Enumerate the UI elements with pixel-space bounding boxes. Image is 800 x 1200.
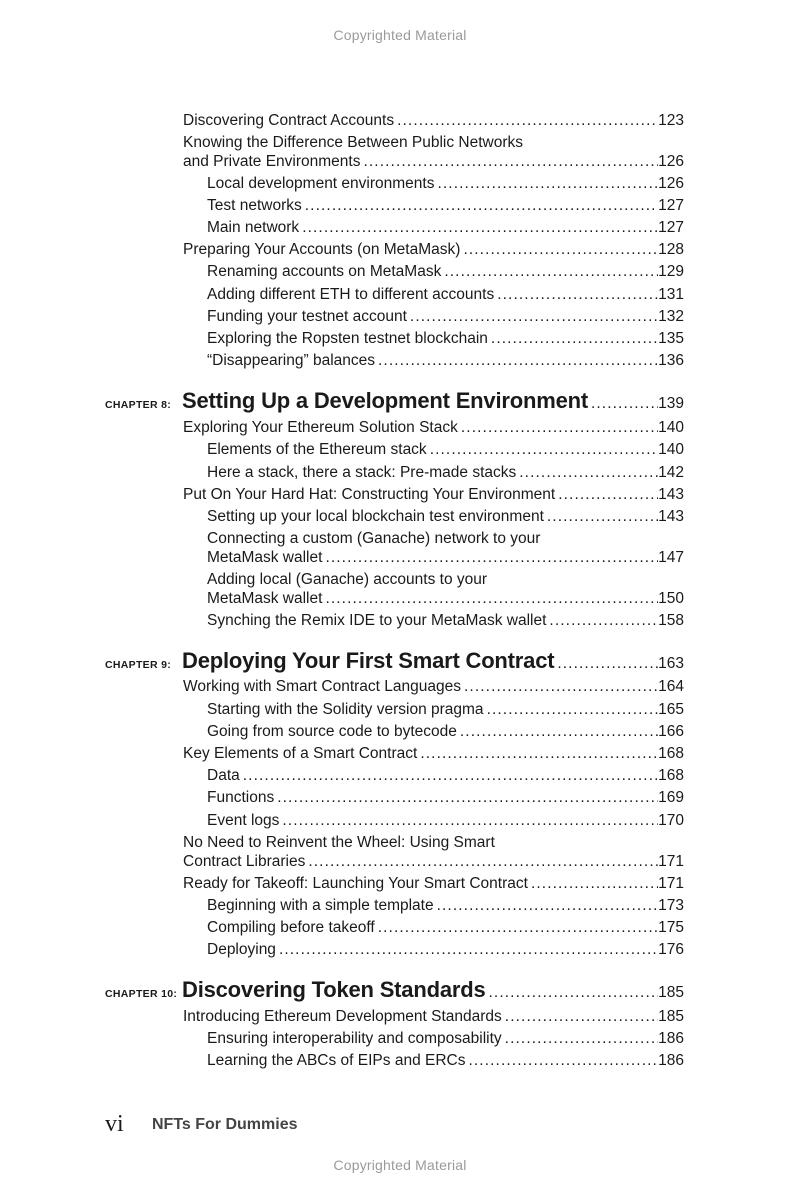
toc-entry[interactable] — [183, 1007, 684, 1027]
chapter-page: 163 — [658, 655, 684, 672]
leader-dots — [502, 1029, 658, 1049]
toc-entry-title: Setting up your local blockchain test environment — [207, 508, 544, 525]
toc-subentry[interactable] — [207, 285, 684, 305]
toc-entry-page: 186 — [658, 1030, 684, 1047]
toc-entry-page: 150 — [658, 590, 684, 607]
chapter-title: Discovering Token Standards — [182, 977, 486, 1002]
leader-dots — [427, 440, 658, 460]
toc-entry-page: 140 — [658, 441, 684, 458]
toc-entry-title: Here a stack, there a stack: Pre-made stacks — [207, 464, 517, 481]
toc-entry-title: Working with Smart Contract Languages — [183, 678, 461, 695]
copyright-notice-bottom: Copyrighted Material — [333, 1157, 467, 1173]
toc-entry-page: 171 — [658, 853, 684, 870]
toc-entry[interactable] — [183, 111, 684, 131]
leader-dots — [240, 766, 658, 786]
toc-entry-page: 147 — [658, 549, 684, 566]
chapter-heading-8[interactable] — [105, 388, 684, 414]
toc-subentry[interactable] — [207, 329, 684, 349]
toc-subentry[interactable] — [207, 463, 684, 483]
toc-entry-page: 185 — [658, 1008, 684, 1025]
toc-subentry[interactable] — [207, 174, 684, 194]
toc-entry-page: 128 — [658, 241, 684, 258]
chapter-page: 139 — [658, 395, 684, 412]
leader-dots — [546, 611, 658, 631]
chapter-label: CHAPTER 8: — [105, 399, 172, 411]
leader-dots — [588, 395, 658, 413]
chapter-title: Setting Up a Development Environment — [182, 388, 588, 413]
toc-entry[interactable] — [183, 744, 684, 764]
toc-entry-title: Test networks — [207, 197, 302, 214]
toc-subentry[interactable] — [207, 611, 684, 631]
toc-entry-title: Introducing Ethereum Development Standards — [183, 1008, 502, 1025]
page-number: vi — [105, 1111, 124, 1137]
leader-dots — [528, 874, 658, 894]
toc-entry-page: 186 — [658, 1052, 684, 1069]
toc-entry-title: Main network — [207, 219, 300, 236]
leader-dots — [554, 655, 658, 673]
toc-subentry[interactable] — [207, 589, 684, 609]
toc-entry-title: Synching the Remix IDE to your MetaMask wallet — [207, 612, 547, 629]
toc-entry-page: 127 — [658, 197, 684, 214]
toc-entry-title: MetaMask wallet — [207, 549, 323, 566]
toc-entry-page: 170 — [658, 812, 684, 829]
toc-entry-page: 171 — [658, 875, 684, 892]
chapter-page: 185 — [658, 984, 684, 1001]
toc-entry-title: Funding your testnet account — [207, 308, 407, 325]
toc-entry-page: 168 — [658, 767, 684, 784]
leader-dots — [279, 811, 658, 831]
chapter-label: CHAPTER 10: — [105, 988, 178, 1000]
leader-dots — [360, 152, 658, 172]
toc-subentry[interactable] — [207, 700, 684, 720]
toc-subentry[interactable] — [207, 440, 684, 460]
toc-subentry[interactable] — [207, 918, 684, 938]
toc-subentry[interactable] — [207, 811, 684, 831]
leader-dots — [486, 984, 659, 1002]
toc-entry-page: 126 — [658, 153, 684, 170]
leader-dots — [302, 196, 658, 216]
toc-entry-title: Ensuring interoperability and composability — [207, 1030, 502, 1047]
toc-entry-page: 166 — [658, 723, 684, 740]
chapter-title: Deploying Your First Smart Contract — [182, 648, 555, 673]
toc-entry-title-line1[interactable]: Connecting a custom (Ganache) network to your — [207, 530, 541, 547]
leader-dots — [434, 896, 659, 916]
toc-entry-page: 158 — [658, 612, 684, 629]
leader-dots — [441, 262, 658, 282]
toc-entry-page: 169 — [658, 789, 684, 806]
toc-entry-page: 126 — [658, 175, 684, 192]
toc-subentry[interactable] — [207, 196, 684, 216]
toc-entry[interactable] — [183, 874, 684, 894]
toc-entry-title: Starting with the Solidity version pragma — [207, 701, 484, 718]
toc-subentry[interactable] — [207, 548, 684, 568]
toc-entry-title: Ready for Takeoff: Launching Your Smart Contract — [183, 875, 528, 892]
toc-subentry[interactable] — [207, 262, 684, 282]
leader-dots — [322, 548, 658, 568]
toc-entry-page: 175 — [658, 919, 684, 936]
leader-dots — [544, 507, 658, 527]
toc-entry-page: 135 — [658, 330, 684, 347]
toc-entry-title-line1[interactable]: No Need to Reinvent the Wheel: Using Smart — [183, 834, 495, 851]
toc-entry-title: Learning the ABCs of EIPs and ERCs — [207, 1052, 466, 1069]
leader-dots — [484, 700, 659, 720]
toc-entry-page: 165 — [658, 701, 684, 718]
toc-entry-title: Put On Your Hard Hat: Constructing Your Environment — [183, 486, 556, 503]
leader-dots — [407, 307, 658, 327]
toc-entry-title: Compiling before takeoff — [207, 919, 375, 936]
toc-entry-title: Elements of the Ethereum stack — [207, 441, 427, 458]
leader-dots — [394, 111, 658, 131]
toc-subentry[interactable] — [207, 722, 684, 742]
toc-entry-title: and Private Environments — [183, 153, 361, 170]
toc-entry[interactable] — [183, 485, 684, 505]
toc-subentry[interactable] — [207, 896, 684, 916]
toc-entry[interactable] — [183, 418, 684, 438]
toc-entry-page: 123 — [658, 112, 684, 129]
toc-subentry[interactable] — [207, 218, 684, 238]
leader-dots — [274, 788, 658, 808]
toc-entry[interactable] — [183, 852, 684, 872]
toc-entry-title: Data — [207, 767, 240, 784]
toc-entry-page: 143 — [658, 486, 684, 503]
toc-entry-title-line1[interactable]: Adding local (Ganache) accounts to your — [207, 571, 488, 588]
leader-dots — [375, 351, 658, 371]
toc-entry-title: Event logs — [207, 812, 280, 829]
leader-dots — [516, 463, 658, 483]
toc-entry[interactable] — [183, 677, 684, 697]
toc-entry-page: 164 — [658, 678, 684, 695]
toc-subentry[interactable] — [207, 940, 684, 960]
toc-entry-title: MetaMask wallet — [207, 590, 323, 607]
toc-entry-page: 129 — [658, 263, 684, 280]
leader-dots — [457, 722, 658, 742]
toc-entry-page: 140 — [658, 419, 684, 436]
toc-entry-title: Discovering Contract Accounts — [183, 112, 395, 129]
leader-dots — [488, 329, 658, 349]
chapter-label: CHAPTER 9: — [105, 659, 172, 671]
toc-entry-title: Adding different ETH to different accounts — [207, 286, 495, 303]
leader-dots — [299, 218, 658, 238]
chapter-heading-9[interactable] — [105, 648, 684, 674]
leader-dots — [465, 1051, 658, 1071]
leader-dots — [322, 589, 658, 609]
toc-subentry[interactable] — [207, 766, 684, 786]
toc-subentry[interactable] — [207, 507, 684, 527]
leader-dots — [434, 174, 658, 194]
chapter-heading-10[interactable] — [105, 977, 684, 1003]
toc-entry-title: Contract Libraries — [183, 853, 306, 870]
leader-dots — [555, 485, 658, 505]
toc-entry-page: 176 — [658, 941, 684, 958]
toc-entry-page: 173 — [658, 897, 684, 914]
leader-dots — [502, 1007, 658, 1027]
toc-entry-title: Deploying — [207, 941, 276, 958]
toc-entry-title: Functions — [207, 789, 275, 806]
toc-entry-title: Preparing Your Accounts (on MetaMask) — [183, 241, 461, 258]
toc-entry-title: Exploring the Ropsten testnet blockchain — [207, 330, 488, 347]
toc-entry-page: 131 — [658, 286, 684, 303]
toc-entry-title: Exploring Your Ethereum Solution Stack — [183, 419, 458, 436]
toc-subentry[interactable] — [207, 1029, 684, 1049]
toc-entry[interactable] — [183, 240, 684, 260]
toc-entry-page: 127 — [658, 219, 684, 236]
toc-entry-page: 132 — [658, 308, 684, 325]
toc-subentry[interactable] — [207, 788, 684, 808]
toc-entry-page: 143 — [658, 508, 684, 525]
copyright-notice-top: Copyrighted Material — [333, 27, 467, 43]
toc-subentry[interactable] — [207, 351, 684, 371]
leader-dots — [276, 940, 658, 960]
toc-entry-title: Renaming accounts on MetaMask — [207, 263, 442, 280]
toc-entry-page: 142 — [658, 464, 684, 481]
leader-dots — [417, 744, 658, 764]
toc-entry-title: Local development environments — [207, 175, 435, 192]
toc-entry-page: 168 — [658, 745, 684, 762]
leader-dots — [375, 918, 658, 938]
running-footer-title: NFTs For Dummies — [152, 1116, 298, 1133]
toc-entry-title: Beginning with a simple template — [207, 897, 434, 914]
toc-entry[interactable] — [183, 152, 684, 172]
toc-entry-title: Going from source code to bytecode — [207, 723, 457, 740]
toc-entry-page: 136 — [658, 352, 684, 369]
toc-subentry[interactable] — [207, 1051, 684, 1071]
leader-dots — [460, 240, 658, 260]
toc-subentry[interactable] — [207, 307, 684, 327]
toc-entry-title-line1[interactable]: Knowing the Difference Between Public Networks — [183, 134, 524, 151]
leader-dots — [461, 677, 658, 697]
leader-dots — [305, 852, 658, 872]
toc-entry-title: “Disappearing” balances — [207, 352, 376, 369]
toc-entry-title: Key Elements of a Smart Contract — [183, 745, 418, 762]
leader-dots — [458, 418, 658, 438]
leader-dots — [494, 285, 658, 305]
